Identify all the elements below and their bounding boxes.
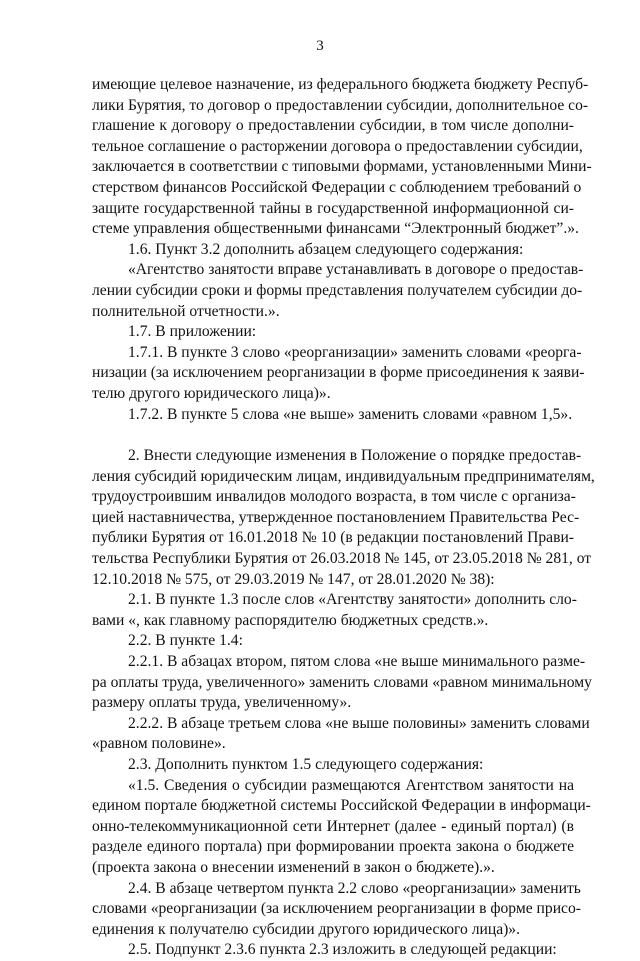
text-line: телю другого юридического лица)». [92, 384, 331, 402]
text-line: «Агентство занятости вправе устанавливать в договоре о предостав- [128, 261, 584, 279]
text-line: размеру оплаты труда, увеличенному». [92, 694, 352, 712]
page-number: 3 [316, 38, 324, 54]
text-line: глашение к договору о предоставлении субсидии, в том числе дополни- [92, 117, 574, 135]
text-line: «равном половине». [92, 735, 226, 753]
text-line: 2.5. Подпункт 2.3.6 пункта 2.3 изложить в следующей редакции: [128, 941, 557, 959]
text-line: едином портале бюджетной системы Российской Федерации в информаци- [92, 797, 591, 815]
text-line: 1.7.1. В пункте 3 слово «реорганизации» заменить словами «реорга- [128, 343, 582, 361]
text-line: 2.3. Дополнить пунктом 1.5 следующего содержания: [128, 756, 484, 773]
text-line: защите государственной тайны в государственной информационной си- [92, 199, 574, 217]
text-line: 1.6. Пункт 3.2 дополнить абзацем следующего содержания: [128, 240, 524, 258]
text-line: тельства Республики Бурятия от 26.03.2018 № 145, от 23.05.2018 № 281, от [92, 550, 592, 568]
text-line: полнительной отчетности.». [92, 302, 280, 320]
text-line: низации (за исключением реорганизации в форме присоединения к заяви- [92, 364, 585, 382]
text-line: 1.7.2. В пункте 5 слова «не выше» заменить словами «равном 1,5». [128, 405, 573, 423]
text-line: ра оплаты труда, увеличенного» заменить словами «равном минимальному [92, 673, 592, 691]
text-line: лении субсидии сроки и формы представления получателем субсидии до- [92, 281, 583, 299]
text-line: тельное соглашение о расторжении договора о предоставлении субсидии, [92, 137, 583, 155]
text-line: 2.2. В пункте 1.4: [128, 632, 243, 650]
text-line: ления субсидий юридическим лицам, индивидуальным предпринимателям, [92, 467, 595, 485]
text-line: цией наставничества, утвержденное постановлением Правительства Рес- [92, 508, 580, 526]
text-line: словами «реорганизации (за исключением реорганизации в форме присо- [92, 900, 581, 918]
text-line: 12.10.2018 № 575, от 29.03.2019 № 147, от 28.01.2020 № 38): [92, 570, 495, 588]
text-line: стеме управления общественными финансами “Электронный бюджет”.». [92, 220, 579, 238]
text-line: (проекта закона о внесении изменений в закон о бюджете).». [92, 858, 495, 876]
text-line: заключается в соответствии с типовыми формами, установленными Мини- [92, 158, 592, 176]
text-line: разделе единого портала) при формировании проекта закона о бюджете [92, 838, 574, 856]
text-line: вами «, как главному распорядителю бюджетных средств.». [92, 611, 489, 629]
paragraph-gap [92, 425, 574, 446]
text-line: 2.1. В пункте 1.3 после слов «Агентству занятости» дополнить сло- [128, 591, 577, 609]
text-line: 2. Внести следующие изменения в Положение о порядке предостав- [128, 447, 582, 465]
text-line: лики Бурятия, то договор о предоставлении субсидии, дополнительное со- [92, 96, 589, 114]
text-line: единения к получателю субсидии другого юридического лица)». [92, 920, 521, 938]
text-line: публики Бурятия от 16.01.2018 № 10 (в редакции постановлений Прави- [92, 529, 574, 547]
text-line: онно-телекоммуникационной сети Интернет (далее - единый портал) (в [92, 817, 574, 835]
document-body [92, 75, 595, 961]
text-line: 1.7. В приложении: [128, 323, 257, 341]
text-line: имеющие целевое назначение, из федерального бюджета бюджету Респуб- [92, 76, 589, 93]
text-line: «1.5. Сведения о субсидии размещаются Агентством занятости на [128, 776, 574, 794]
text-line: 2.2.2. В абзаце третьем слова «не выше половины» заменить словами [128, 714, 590, 732]
text-line: стерством финансов Российской Федерации с соблюдением требований о [92, 178, 582, 196]
text-line: трудоустроившим инвалидов молодого возраста, в том числе с организа- [92, 488, 576, 506]
text-line: 2.2.1. В абзацах втором, пятом слова «не выше минимального разме- [128, 653, 586, 671]
text-line: 2.4. В абзаце четвертом пункта 2.2 слово «реорганизации» заменить [128, 879, 581, 897]
